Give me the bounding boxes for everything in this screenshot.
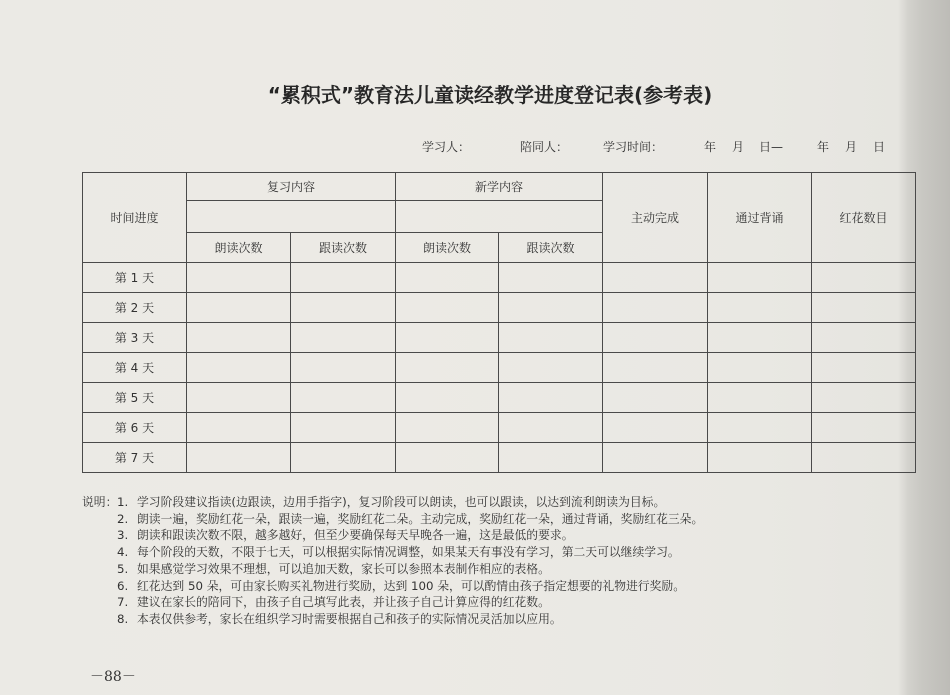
empty-cell	[603, 263, 708, 293]
empty-cell	[812, 323, 916, 353]
note-text: 红花达到 50 朵，可由家长购买礼物进行奖励，达到 100 朵，可以酌情由孩子指定想要的礼物进行奖励。	[137, 578, 685, 593]
empty-cell	[499, 413, 603, 443]
note-number: 5.	[117, 561, 129, 576]
empty-cell	[291, 413, 396, 443]
empty-cell	[603, 293, 708, 323]
table-row	[83, 443, 916, 473]
empty-cell	[812, 383, 916, 413]
note-number: 2.	[117, 511, 129, 526]
header-review-content: 复习内容	[187, 173, 396, 201]
empty-cell	[396, 413, 499, 443]
empty-cell	[603, 323, 708, 353]
note-number: 1.	[117, 495, 129, 509]
empty-cell	[708, 353, 812, 383]
empty-cell	[187, 263, 291, 293]
page-title: “累积式”教育法儿童读经教学进度登记表(参考表)	[267, 83, 713, 107]
empty-cell	[291, 443, 396, 473]
empty-cell	[291, 383, 396, 413]
note-number: 8.	[117, 611, 129, 626]
empty-cell	[187, 443, 291, 473]
review-content-blank-cell	[187, 201, 396, 233]
header-active-completion: 主动完成	[603, 173, 708, 263]
note-number: 3.	[117, 528, 129, 543]
note-text: 学习阶段建议指读(边跟读，边用手指字)，复习阶段可以朗读，也可以跟读，以达到流利朗读为目标。	[137, 495, 666, 509]
empty-cell	[499, 353, 603, 383]
empty-cell	[499, 383, 603, 413]
empty-cell	[603, 353, 708, 383]
empty-cell	[291, 293, 396, 323]
empty-cell	[396, 293, 499, 323]
empty-cell	[708, 413, 812, 443]
table-row	[83, 323, 916, 353]
table-row	[83, 383, 916, 413]
start-year-label: 年	[704, 140, 717, 154]
day-label: 第 1 天	[83, 263, 187, 293]
empty-cell	[187, 323, 291, 353]
empty-cell	[396, 443, 499, 473]
empty-cell	[291, 353, 396, 383]
header-flower-count: 红花数目	[812, 173, 916, 263]
note-number: 4.	[117, 545, 129, 560]
note-text: 建议在家长的陪同下，由孩子自己填写此表，并让孩子自己计算应得的红花数。	[137, 595, 550, 610]
empty-cell	[812, 413, 916, 443]
empty-cell	[187, 293, 291, 323]
end-month-label: 月	[845, 140, 858, 154]
note-item	[82, 561, 703, 578]
table-row	[83, 263, 916, 293]
note-item	[82, 527, 703, 544]
note-number: 6.	[117, 578, 129, 593]
empty-cell	[499, 443, 603, 473]
table-row	[83, 293, 916, 323]
empty-cell	[396, 263, 499, 293]
new-content-blank-cell	[396, 201, 603, 233]
progress-register-table	[82, 172, 916, 473]
day-label: 第 6 天	[83, 413, 187, 443]
header-new-content: 新学内容	[396, 173, 603, 201]
empty-cell	[396, 323, 499, 353]
note-item	[82, 511, 703, 528]
empty-cell	[812, 293, 916, 323]
instructions-notes	[82, 494, 703, 628]
page-number: －88－	[90, 669, 136, 685]
end-year-label: 年	[817, 140, 830, 154]
empty-cell	[187, 383, 291, 413]
subheader-review-follow-count: 跟读次数	[291, 233, 396, 263]
empty-cell	[603, 413, 708, 443]
note-item	[82, 578, 703, 595]
empty-cell	[291, 263, 396, 293]
study-time-label: 学习时间：	[603, 140, 664, 154]
day-label: 第 2 天	[83, 293, 187, 323]
note-text: 朗读和跟读次数不限，越多越好，但至少要确保每天早晚各一遍，这是最低的要求。	[137, 528, 574, 543]
subheader-review-read-count: 朗读次数	[187, 233, 291, 263]
table-row	[83, 413, 916, 443]
note-number: 7.	[117, 595, 129, 610]
subheader-new-read-count: 朗读次数	[396, 233, 499, 263]
note-item	[82, 594, 703, 611]
start-month-label: 月	[732, 140, 745, 154]
note-text: 每个阶段的天数，不限于七天，可以根据实际情况调整，如果某天有事没有学习，第二天可以继续学习。	[137, 545, 680, 560]
header-pass-recitation: 通过背诵	[708, 173, 812, 263]
empty-cell	[499, 263, 603, 293]
header-row	[83, 173, 916, 201]
notes-prefix-label: 说明：	[82, 495, 118, 509]
start-day-label: 日—	[759, 140, 784, 154]
empty-cell	[812, 353, 916, 383]
empty-cell	[812, 263, 916, 293]
empty-cell	[603, 443, 708, 473]
header-time-progress: 时间进度	[83, 173, 187, 263]
learner-label: 学习人：	[422, 140, 471, 154]
end-day-label: 日	[873, 140, 886, 154]
note-item	[82, 544, 703, 561]
note-text: 本表仅供参考，家长在组织学习时需要根据自己和孩子的实际情况灵活加以应用。	[137, 611, 562, 626]
empty-cell	[708, 443, 812, 473]
empty-cell	[499, 293, 603, 323]
empty-cell	[396, 383, 499, 413]
companion-label: 陪同人：	[520, 140, 569, 154]
note-text: 朗读一遍，奖励红花一朵，跟读一遍，奖励红花二朵。主动完成，奖励红花一朵，通过背诵，奖励红花三朵。	[137, 511, 704, 526]
note-item	[82, 611, 703, 628]
note-text: 如果感觉学习效果不理想，可以追加天数，家长可以参照本表制作相应的表格。	[137, 561, 550, 576]
empty-cell	[708, 263, 812, 293]
empty-cell	[603, 383, 708, 413]
empty-cell	[499, 323, 603, 353]
empty-cell	[708, 383, 812, 413]
empty-cell	[291, 323, 396, 353]
empty-cell	[396, 353, 499, 383]
empty-cell	[187, 353, 291, 383]
empty-cell	[187, 413, 291, 443]
note-item	[82, 494, 703, 511]
empty-cell	[708, 323, 812, 353]
day-label: 第 4 天	[83, 353, 187, 383]
table-row	[83, 353, 916, 383]
day-label: 第 5 天	[83, 383, 187, 413]
day-label: 第 7 天	[83, 443, 187, 473]
day-label: 第 3 天	[83, 323, 187, 353]
subheader-new-follow-count: 跟读次数	[499, 233, 603, 263]
empty-cell	[812, 443, 916, 473]
empty-cell	[708, 293, 812, 323]
